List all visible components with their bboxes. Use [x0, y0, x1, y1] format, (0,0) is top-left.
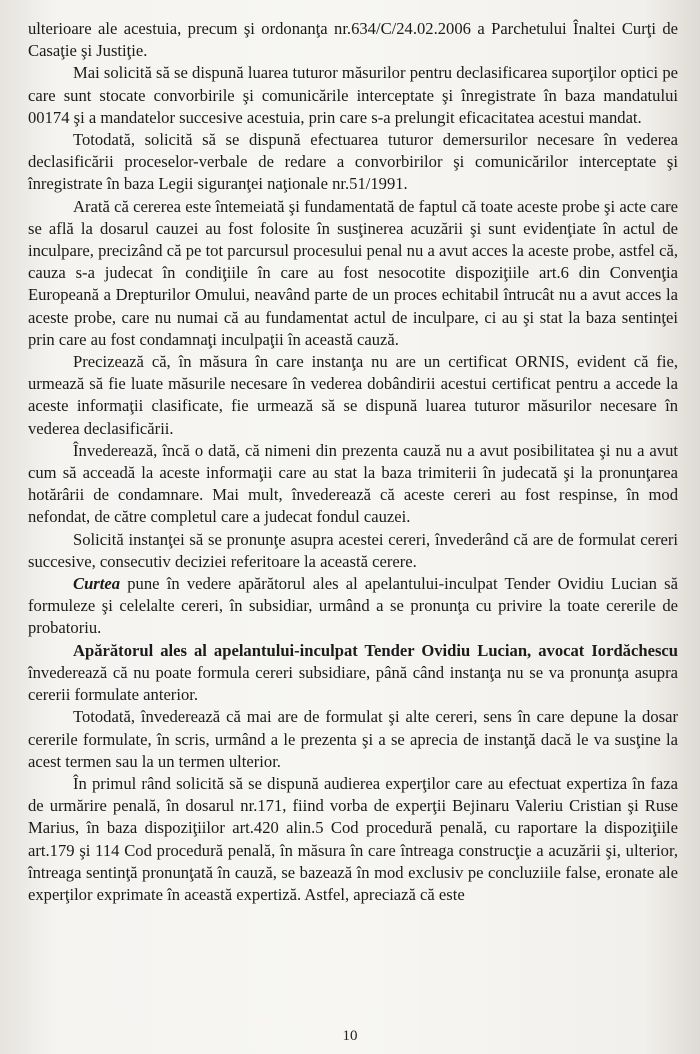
- paragraph-after-2: În primul rând solicită să se dispună audierea experţilor care au efectuat expertiza în faza de urmărire penală, în dosarul nr.171, fiind vorba de experţii Bejinaru Valeriu Cristian şi Ruse Marius, în baza dispoziţiilor art.420 alin.5 Cod procedură penală, cu raportare la dispoziţiile art.179 şi 114 Cod procedură penală, în măsura în care întreaga construcţie a acuzării şi, ulterior, întreaga sentinţă pronunţată în cauză, se bazează în mod exclusiv pe concluziile false, eronate ale experţilor exprimate în această expertiză. Astfel, apreciază că este: [28, 773, 678, 904]
- paragraph-lawyer: [28, 640, 678, 707]
- document-body: [28, 18, 678, 906]
- curtea-lead: Curtea: [73, 574, 121, 594]
- curtea-rest: pune în vedere apărătorul ales al apelantului-inculpat Tender Ovidiu Lucian să formuleze şi celelalte cereri, în subsidiar, urmând a se pronunţa cu privire la toate cererile de probatoriu.: [28, 574, 678, 638]
- paragraph-6: Învederează, încă o dată, că nimeni din prezenta cauză nu a avut posibilitatea şi nu a avut cum să acceadă la aceste informaţii care au stat la baza trimiterii în judecată şi la pronunţarea hotărârii de condamnare. Mai mult, învederează că aceste cereri au fost respinse, în mod nefondat, de către completul care a judecat fondul cauzei.: [28, 440, 678, 527]
- paragraph-after-1: Totodată, învederează că mai are de formulat şi alte cereri, sens în care depune la dosar cererile formulate, în scris, urmând a le prezenta şi a se aprecia de instanţă dacă le va susţine la acest termen sau la un termen ulterior.: [28, 707, 678, 771]
- paragraph-curtea: [28, 573, 678, 640]
- paragraph-7: Solicită instanţei să se pronunţe asupra acestei cereri, învederând că are de formulat cereri succesive, consecutiv deciziei referitoare la această cerere.: [28, 529, 678, 571]
- lawyer-rest: învederează că nu poate formula cereri subsidiare, până când instanţa nu se va pronunţa asupra cererii formulate anterior.: [28, 662, 678, 705]
- paragraph-3: Totodată, solicită să se dispună efectuarea tuturor demersurilor necesare în vederea declasificării proceselor-verbale de redare a convorbirilor şi comunicărilor interceptate şi înregistrate în baza Legii siguranţei naţionale nr.51/1991.: [28, 130, 678, 194]
- paragraph-2: Mai solicită să se dispună luarea tuturor măsurilor pentru declasificarea suporţilor optici pe care sunt stocate convorbirile şi comunicările interceptate şi înregistrate în baza mandatului 00174 şi a mandatelor succesive acestuia, prin care s-a prelungit eficacitatea acestui mandat.: [28, 63, 678, 127]
- paragraph-4: Arată că cererea este întemeiată şi fundamentată de faptul că toate aceste probe şi acte care se află la dosarul cauzei au fost folosite în susţinerea acuzării şi sunt evidenţiate în actul de inculpare, precizând că pe tot parcursul procesului penal nu a avut acces la aceste probe, astfel că, cauza s-a judecat în condiţiile în care au fost nesocotite dispoziţiile art.6 din Convenţia Europeană a Drepturilor Omului, neavând parte de un proces echitabil întrucât nu a avut acces la aceste probe, care nu numai că au fundamentat actul de inculpare, ci au şi stat la baza sentinţei prin care au fost condamnaţi inculpaţii în această cauză.: [28, 196, 678, 349]
- lawyer-lead: Apărătorul ales al apelantului-inculpat Tender Ovidiu Lucian, avocat Iordăchescu: [73, 640, 678, 660]
- page-number: 10: [342, 1028, 358, 1044]
- paragraph-5: Precizează că, în măsura în care instanţa nu are un certificat ORNIS, evident că fie, urmează să fie luate măsurile necesare în vederea dobândirii acestui certificat pentru a accede la aceste informaţii clasificate, fie urmează să se dispună luarea tuturor măsurilor necesare în vederea declasificării.: [28, 352, 678, 438]
- paragraph-1: ulterioare ale acestuia, precum şi ordonanţa nr.634/C/24.02.2006 a Parchetului Înaltei Curţi de Casaţie şi Justiţie.: [28, 19, 678, 61]
